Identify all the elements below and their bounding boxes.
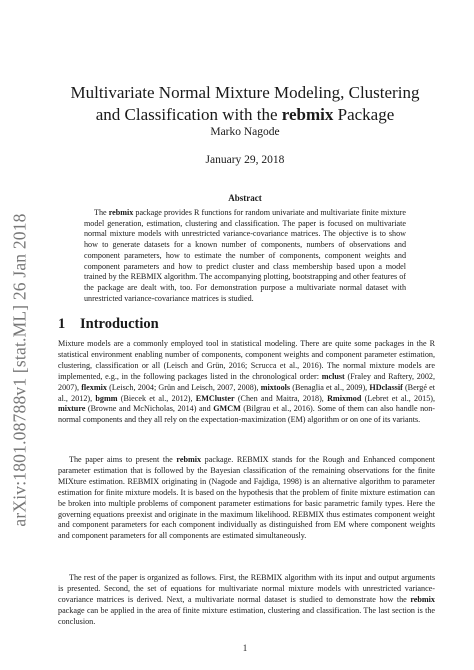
arxiv-identifier: arXiv:1801.08788v1 [stat.ML] 26 Jan 2018 (9, 213, 30, 527)
pkg-flexmix: flexmix (81, 382, 107, 392)
p2-package-name: rebmix (176, 455, 202, 464)
section-title: Introduction (80, 316, 159, 332)
p1-text-8: (Lebret et al., 2015), (361, 393, 436, 403)
abstract-heading: Abstract (228, 193, 262, 203)
p1-text-5: (Bergé et al., 2012), (58, 382, 435, 403)
title-text-1: Multivariate Normal Mixture Modeling, Clustering and Classification with the (70, 83, 420, 124)
intro-paragraph-1 (58, 339, 435, 426)
intro-paragraph-2 (58, 455, 435, 542)
p2-text-2: package. REBMIX stands for the Rough and Enhanced component parameter estimation that is followed by the Bayesian classification of the remaining observations for the finite MIXture estimation. REBMIX originating in (Nagode and Fajdiga, 1998) is an alternative algorithm to parameter estimation for finite mixture models. It is based on the hypothesis that the problem of finite mixture estimation can be broken into multiple problems of component parameter estimations for basic parametric family types. Here the governing equations preexist and originate in the maximum likelihood. REBMIX thus estimates component weight and component parameters for each component individually as distinguished from EM where component weights and component parameters for all components are estimated simultaneously. (58, 455, 435, 541)
abstract-body (84, 208, 406, 304)
p3-package-name: rebmix (410, 594, 435, 604)
title-package-name: rebmix (281, 105, 334, 124)
p1-text-9: (Browne and McNicholas, 2014) and (85, 404, 214, 414)
pkg-hdclassif: HDclassif (369, 382, 403, 392)
pkg-emcluster: EMCluster (195, 393, 235, 403)
p1-text-7: (Chen and Maitra, 2018), (234, 393, 328, 403)
title-text-2: Package (333, 105, 395, 124)
pkg-rmixmod: Rmixmod (327, 393, 362, 403)
p3-text-1: The rest of the paper is organized as follows. First, the REBMIX algorithm with its input and output arguments is presented. Second, the set of equations for multivariate normal mixture models with unrestricted variance-covariance matrices is derived. Next, a multivariate normal dataset is studied to demonstrate how the (58, 573, 435, 604)
p2-text-1: The paper aims to present the (69, 455, 177, 464)
p1-text-1: Mixture models are a commonly employed tool in statistical modeling. There are quite some packages in the R statistical environment enabling number of components, component weights and component parameter estimation, clustering, classification or all (Leisch and Grün, 2016; Scrucca et al., 2016). The normal mixture models are implemented, e.g., in the following packages listed in the chronological order: (58, 339, 435, 381)
pkg-mclust: mclust (321, 371, 345, 381)
p1-text-2: (Fraley and Raftery, 2002, 2007), (58, 371, 436, 392)
pkg-mixtools: mixtools (260, 382, 291, 392)
p1-text-3: (Leisch, 2004; Grün and Leisch, 2007, 2008), (106, 382, 261, 392)
p1-text-10: (Bilgrau et al., 2016). Some of them can also handle non-normal components and they all rely on the expectation-maximization (EM) algorithm or on one of its variants. (58, 404, 435, 425)
intro-paragraph-3 (58, 573, 435, 628)
p1-text-4: (Benaglia et al., 2009), (290, 382, 370, 392)
author-name: Marko Nagode (210, 126, 280, 138)
pkg-bgmm: bgmm (95, 393, 118, 403)
pkg-mixture: mixture (58, 404, 86, 414)
paper-title (58, 82, 432, 126)
abstract-text-1: The (94, 208, 109, 217)
p3-text-2: package can be applied in the area of finite mixture estimation, clustering and classification. The last section is the conclusion. (58, 605, 435, 626)
publication-date: January 29, 2018 (205, 154, 285, 166)
arxiv-identifier-sidebar (2, 175, 38, 565)
abstract-text-2: package provides R functions for random univariate and multivariate finite mixture model generation, estimation, clustering and classification. The paper is focused on multivariate normal mixture models with unrestricted variance-covariance matrices. The objective is to show how to generate datasets for a known number of components, numbers of observations and component parameters, how to estimate the number of components, component weights and component parameters and how to predict cluster and class membership based upon a model trained by the REBMIX algorithm. The accompanying plotting, bootstrapping and other features of the package are dealt with, too. For demonstration purpose a multivariate normal dataset with unrestricted variance-covariance matrices is studied. (84, 208, 406, 303)
abstract-package-name: rebmix (108, 208, 134, 217)
section-number: 1 (58, 316, 66, 332)
p1-text-6: (Biecek et al., 2012), (117, 393, 196, 403)
page-number: 1 (242, 643, 248, 653)
pkg-gmcm: GMCM (213, 404, 241, 414)
section-heading (58, 316, 432, 333)
